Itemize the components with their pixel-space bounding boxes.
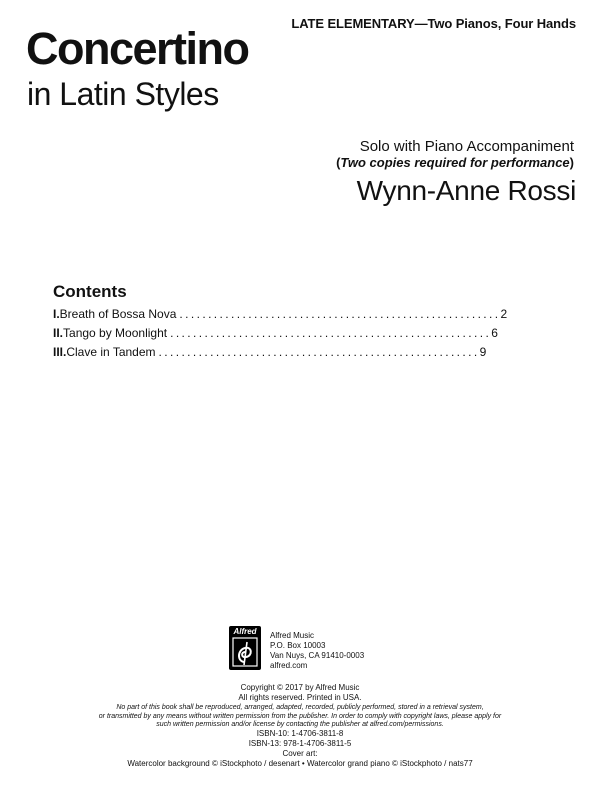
isbn-13: ISBN-13: 978-1-4706-3811-5 <box>248 738 352 748</box>
copyright-line: Copyright © 2017 by Alfred Music <box>240 683 360 692</box>
rights-line: All rights reserved. Printed in USA. <box>238 693 362 702</box>
solo-line: Solo with Piano Accompaniment <box>359 138 574 155</box>
publisher-name: Alfred Music <box>270 631 315 640</box>
toc-number: III. <box>53 345 67 359</box>
composer-name: Wynn-Anne Rossi <box>356 175 576 206</box>
page-subtitle: in Latin Styles <box>27 76 219 112</box>
isbn-block <box>0 729 600 748</box>
toc-leader: ........................................................ <box>170 326 492 340</box>
toc-page: 9 <box>479 345 487 359</box>
cover-art-credit: Watercolor background © iStockphoto / desenart • Watercolor grand piano © iStockphoto / nats77 <box>127 758 473 768</box>
legal-line: such written permission and/or license by contacting the publisher at alfred.com/permissions. <box>156 721 444 728</box>
toc-title: Tango by Moonlight <box>63 326 168 340</box>
page-title: Concertino <box>26 23 249 74</box>
toc-title: Clave in Tandem <box>66 345 156 359</box>
legal-line: No part of this book shall be reproduced, arranged, adapted, recorded, publicly performed, stored in a retrieval system, <box>116 704 484 711</box>
toc-item <box>53 326 498 345</box>
toc-leader: ........................................................ <box>158 345 480 359</box>
toc-page: 6 <box>491 326 498 340</box>
legal-notice <box>0 704 600 730</box>
copyright-notice <box>0 683 600 703</box>
copies-note: (Two copies required for performance) <box>336 155 574 170</box>
copies-text: Two copies required for performance <box>340 155 570 170</box>
toc-number: I. <box>53 307 60 321</box>
publisher-city: Van Nuys, CA 91410-0003 <box>270 651 365 660</box>
table-of-contents <box>53 307 508 364</box>
publisher-address <box>270 631 364 671</box>
level-label: LATE ELEMENTARY—Two Pianos, Four Hands <box>291 16 576 31</box>
contents-heading: Contents <box>53 282 127 301</box>
isbn-10: ISBN-10: 1-4706-3811-8 <box>256 729 344 738</box>
legal-line: or transmitted by any means without written permission from the publisher. In order to comply with copyright laws, please apply for <box>98 712 502 720</box>
cover-credits <box>0 749 600 768</box>
cover-art-label: Cover art: <box>282 749 318 758</box>
alfred-logo <box>229 626 261 670</box>
toc-item <box>53 345 487 364</box>
toc-item <box>53 307 508 326</box>
treble-clef-icon <box>229 626 261 670</box>
toc-leader: ........................................................ <box>179 307 501 321</box>
toc-title: Breath of Bossa Nova <box>59 307 177 321</box>
publisher-box: P.O. Box 10003 <box>270 641 326 650</box>
toc-number: II. <box>53 326 64 340</box>
toc-page: 2 <box>500 307 508 321</box>
publisher-website: alfred.com <box>270 661 308 670</box>
logo-wordmark: Alfred <box>233 627 257 636</box>
